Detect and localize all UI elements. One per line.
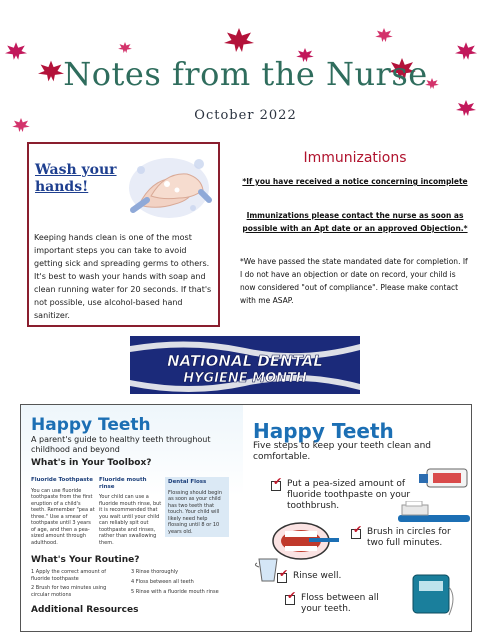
toolbox-item-text: Your child can use a fluoride mouth rinse, but it is recommended that you wait until your child can reliably spit out toothpaste and rinses, rather than swallowing them. bbox=[99, 494, 162, 546]
happy-teeth-panel bbox=[20, 404, 472, 632]
routine-step: 4 Floss between all teeth bbox=[131, 579, 194, 585]
routine-heading: What's Your Routine? bbox=[31, 555, 140, 565]
banner-line1: NATIONAL DENTAL bbox=[167, 352, 323, 370]
wash-title-line2: hands! bbox=[35, 179, 89, 195]
five-steps-section bbox=[243, 405, 472, 631]
toolbox-heading: What's in Your Toolbox? bbox=[31, 458, 152, 468]
toolbox-item-heading: Dental Floss bbox=[168, 479, 207, 485]
handwashing-illustration bbox=[121, 150, 213, 224]
step-text: Floss between all your teeth. bbox=[301, 593, 379, 614]
step-text: Brush in circles for two full minutes. bbox=[367, 527, 451, 548]
toolbox-item-heading: Fluoride mouth rinse bbox=[99, 477, 147, 490]
toolbox-item-text: Flossing should begin as soon as your child has two teeth that touch. Your child will likely need help flossing until 8 or 10 years old. bbox=[168, 489, 222, 535]
wash-hands-text: Keeping hands clean is one of the most important steps you can take to avoid getting sick and spreading germs to others. It's best to wash your hands with soap and clean running water for 20 seconds. If that's not possible, use alcohol-based hand sanitizer. bbox=[34, 233, 212, 320]
toolbox-item bbox=[31, 477, 95, 546]
toolbox-item-text: You can use fluoride toothpaste from the first eruption of a child's teeth. Remember "pea at three." Use a smear of toothpaste until 3 years of age, and then a pea-sized amount through adulthood. bbox=[31, 487, 95, 546]
wash-hands-title bbox=[35, 162, 117, 196]
five-steps-subtitle: Five steps to keep your teeth clean and comfortable. bbox=[253, 441, 431, 462]
checkmark-icon: ✔ bbox=[279, 567, 289, 580]
five-steps-title: Happy Teeth bbox=[253, 419, 394, 443]
parent-guide-subtitle: A parent's guide to healthy teeth throughout childhood and beyond bbox=[31, 435, 211, 454]
checkmark-icon: ✔ bbox=[287, 589, 297, 602]
step-text: Rinse well. bbox=[293, 571, 342, 581]
wash-title-line1: Wash your bbox=[35, 162, 117, 178]
immunizations-text: *We have passed the state mandated date for completion. If I do not have an objection or date on record, your child is now considered "out of compliance". Please make contact with me ASAP. bbox=[240, 257, 468, 305]
floss-icon bbox=[403, 567, 459, 619]
routine-step: 3 Rinse thoroughly bbox=[131, 569, 179, 575]
parent-guide-section bbox=[21, 405, 243, 631]
immunizations-title: Immunizations bbox=[303, 150, 407, 166]
immunizations-contact: Immunizations please contact the nurse as soon as possible with an Apt date or an approved Objection.* bbox=[242, 211, 468, 233]
dental-hygiene-banner bbox=[130, 336, 360, 394]
toothpaste-icon bbox=[419, 467, 469, 495]
step-text: Put a pea-sized amount of fluoride toothpaste on your toothbrush. bbox=[287, 479, 411, 511]
maple-leaf-icon bbox=[118, 42, 132, 53]
maple-leaf-icon bbox=[224, 28, 254, 52]
routine-step: 5 Rinse with a fluoride mouth rinse bbox=[131, 589, 219, 595]
wash-hands-box bbox=[27, 142, 220, 327]
resources-heading: Additional Resources bbox=[31, 605, 139, 615]
newsletter-date: October 2022 bbox=[194, 108, 297, 123]
parent-guide-title: Happy Teeth bbox=[31, 415, 151, 435]
routine-step: 2 Brush for two minutes using circular motions bbox=[31, 585, 107, 598]
maple-leaf-icon bbox=[375, 28, 393, 42]
toolbox-item-heading: Fluoride Toothpaste bbox=[31, 477, 93, 483]
checkmark-icon: ✔ bbox=[353, 523, 363, 536]
routine-step: 1 Apply the correct amount of fluoride toothpaste bbox=[31, 569, 107, 582]
newsletter-title: Notes from the Nurse bbox=[63, 55, 428, 93]
checkmark-icon: ✔ bbox=[273, 475, 283, 488]
toolbox-item bbox=[165, 477, 229, 537]
immunizations-notice: *If you have received a notice concerning incomplete bbox=[242, 177, 468, 186]
banner-line2: HYGIENE MONTH bbox=[183, 371, 307, 386]
toolbox-item bbox=[99, 477, 163, 546]
